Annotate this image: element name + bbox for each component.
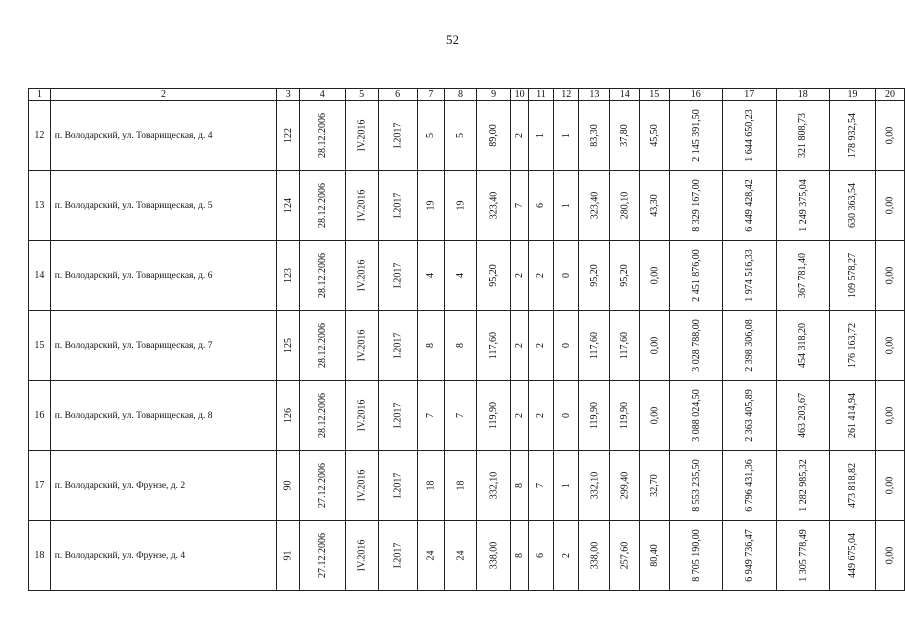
cell-row-number: 16 bbox=[29, 381, 51, 451]
cell-address: п. Володарский, ул. Товарищеская, д. 6 bbox=[50, 241, 277, 311]
cell-period-end bbox=[378, 451, 417, 521]
column-header: 19 bbox=[830, 89, 876, 101]
cell-row-number: 14 bbox=[29, 241, 51, 311]
table-row bbox=[29, 381, 905, 451]
cell-col-18 bbox=[776, 311, 830, 381]
cell-text: 3 028 788,00 bbox=[690, 319, 702, 372]
cell-col-19 bbox=[830, 451, 876, 521]
cell-text: 178 932,54 bbox=[847, 113, 859, 158]
cell-text: 95,20 bbox=[619, 264, 631, 287]
cell-col-17 bbox=[723, 241, 777, 311]
cell-text: 338,00 bbox=[588, 541, 600, 570]
column-header: 18 bbox=[776, 89, 830, 101]
cell-col-10 bbox=[511, 311, 528, 381]
cell-col-8 bbox=[445, 311, 477, 381]
cell-col-10 bbox=[511, 101, 528, 171]
cell-text: 117,60 bbox=[488, 331, 500, 360]
cell-col-13 bbox=[579, 241, 610, 311]
cell-area-total bbox=[476, 381, 511, 451]
column-header: 14 bbox=[610, 89, 640, 101]
cell-text: 257,60 bbox=[619, 541, 631, 570]
table-row bbox=[29, 521, 905, 591]
cell-col-11 bbox=[528, 171, 553, 241]
cell-col-8 bbox=[445, 171, 477, 241]
cell-col-7 bbox=[417, 381, 444, 451]
cell-text: 27.12.2006 bbox=[316, 533, 328, 578]
cell-text: 95,20 bbox=[488, 264, 500, 287]
cell-col-15 bbox=[639, 311, 669, 381]
cell-text: 338,00 bbox=[488, 541, 500, 570]
cell-col-13 bbox=[579, 311, 610, 381]
cell-text: 45,50 bbox=[648, 124, 660, 147]
cell-col-10 bbox=[511, 451, 528, 521]
cell-col-14 bbox=[610, 101, 640, 171]
cell-text: I.2017 bbox=[392, 402, 404, 429]
cell-text: 28.12.2006 bbox=[316, 393, 328, 438]
cell-col-15 bbox=[639, 451, 669, 521]
cell-col-18 bbox=[776, 521, 830, 591]
cell-col-17 bbox=[723, 381, 777, 451]
column-header: 4 bbox=[299, 89, 345, 101]
cell-col-13 bbox=[579, 171, 610, 241]
column-header: 7 bbox=[417, 89, 444, 101]
cell-text: 0,00 bbox=[884, 266, 896, 285]
cell-col-7 bbox=[417, 311, 444, 381]
cell-col-12 bbox=[554, 101, 579, 171]
cell-area-total bbox=[476, 311, 511, 381]
cell-text: 323,40 bbox=[588, 191, 600, 220]
cell-address: п. Володарский, ул. Товарищеская, д. 8 bbox=[50, 381, 277, 451]
cell-text: I.2017 bbox=[392, 542, 404, 569]
cell-text: 5 bbox=[425, 133, 437, 138]
cell-text: 8 705 190,00 bbox=[690, 529, 702, 582]
cell-text: 28.12.2006 bbox=[316, 113, 328, 158]
cell-col-7 bbox=[417, 521, 444, 591]
cell-text: 117,60 bbox=[588, 331, 600, 360]
table-row bbox=[29, 101, 905, 171]
cell-text: 7 bbox=[514, 203, 526, 208]
column-header: 2 bbox=[50, 89, 277, 101]
cell-col-7 bbox=[417, 451, 444, 521]
table-row bbox=[29, 241, 905, 311]
cell-text: 2 145 391,50 bbox=[690, 109, 702, 162]
cell-text: 332,10 bbox=[488, 471, 500, 500]
cell-col-14 bbox=[610, 311, 640, 381]
cell-text: 473 818,82 bbox=[847, 463, 859, 508]
cell-text: 1 bbox=[560, 133, 572, 138]
cell-text: 6 796 431,36 bbox=[743, 459, 755, 512]
cell-col-19 bbox=[830, 171, 876, 241]
cell-col-15 bbox=[639, 171, 669, 241]
cell-col-8 bbox=[445, 381, 477, 451]
cell-text: 126 bbox=[282, 408, 294, 423]
cell-text: 83,30 bbox=[588, 124, 600, 147]
cell-text: I.2017 bbox=[392, 472, 404, 499]
cell-text: 2 bbox=[514, 413, 526, 418]
cell-text: 2 bbox=[535, 273, 547, 278]
cell-period-start bbox=[345, 381, 378, 451]
cell-col-11 bbox=[528, 311, 553, 381]
cell-text: 0 bbox=[560, 413, 572, 418]
cell-row-number: 17 bbox=[29, 451, 51, 521]
cell-text: 2 bbox=[514, 133, 526, 138]
cell-text: 8 bbox=[425, 343, 437, 348]
table-row bbox=[29, 451, 905, 521]
cell-text: IV.2016 bbox=[356, 259, 368, 292]
cell-text: 280,10 bbox=[619, 191, 631, 220]
cell-text: IV.2016 bbox=[356, 469, 368, 502]
cell-col-11 bbox=[528, 451, 553, 521]
cell-cost-total bbox=[669, 171, 723, 241]
cell-col-14 bbox=[610, 241, 640, 311]
cell-text: 37,80 bbox=[619, 124, 631, 147]
cell-text: 0,00 bbox=[884, 336, 896, 355]
cell-date bbox=[299, 171, 345, 241]
cell-period-start bbox=[345, 101, 378, 171]
cell-text: 125 bbox=[282, 338, 294, 353]
cell-text: 123 bbox=[282, 268, 294, 283]
cell-col-8 bbox=[445, 451, 477, 521]
cell-text: IV.2016 bbox=[356, 189, 368, 222]
cell-text: 0,00 bbox=[648, 266, 660, 285]
column-header: 5 bbox=[345, 89, 378, 101]
column-header: 6 bbox=[378, 89, 417, 101]
cell-text: 1 bbox=[560, 203, 572, 208]
cell-period-end bbox=[378, 381, 417, 451]
cell-text: 1 644 650,23 bbox=[743, 109, 755, 162]
cell-text: 122 bbox=[282, 128, 294, 143]
cell-col-20 bbox=[876, 381, 905, 451]
cell-col-20 bbox=[876, 171, 905, 241]
cell-col-20 bbox=[876, 241, 905, 311]
cell-address: п. Володарский, ул. Товарищеская, д. 4 bbox=[50, 101, 277, 171]
cell-row-number: 13 bbox=[29, 171, 51, 241]
cell-house-id bbox=[277, 311, 299, 381]
cell-address: п. Володарский, ул. Фрунзе, д. 2 bbox=[50, 451, 277, 521]
cell-text: 7 bbox=[455, 413, 466, 418]
cell-text: 0,00 bbox=[884, 476, 896, 495]
cell-text: 19 bbox=[425, 200, 437, 211]
cell-col-14 bbox=[610, 451, 640, 521]
cell-period-start bbox=[345, 171, 378, 241]
cell-text: 119,90 bbox=[488, 401, 500, 430]
cell-text: 1 282 985,32 bbox=[797, 459, 809, 512]
cell-col-8 bbox=[445, 241, 477, 311]
cell-col-17 bbox=[723, 171, 777, 241]
cell-date bbox=[299, 521, 345, 591]
cell-col-20 bbox=[876, 311, 905, 381]
cell-text: 0 bbox=[560, 273, 572, 278]
cell-text: 119,90 bbox=[588, 401, 600, 430]
cell-col-7 bbox=[417, 101, 444, 171]
column-header: 15 bbox=[639, 89, 669, 101]
cell-text: 95,20 bbox=[588, 264, 600, 287]
cell-text: 5 bbox=[455, 133, 466, 138]
cell-text: 89,00 bbox=[488, 124, 500, 147]
cell-text: 3 088 024,50 bbox=[690, 389, 702, 442]
cell-col-13 bbox=[579, 521, 610, 591]
column-header: 10 bbox=[511, 89, 528, 101]
cell-text: 463 203,67 bbox=[797, 393, 809, 438]
column-header: 12 bbox=[554, 89, 579, 101]
cell-text: 0,00 bbox=[884, 196, 896, 215]
cell-text: 8 bbox=[514, 553, 526, 558]
column-header: 9 bbox=[476, 89, 511, 101]
cell-text: 2 bbox=[535, 343, 547, 348]
cell-text: 449 675,04 bbox=[847, 533, 859, 578]
cell-text: 321 808,73 bbox=[797, 113, 809, 158]
cell-text: I.2017 bbox=[392, 262, 404, 289]
cell-col-17 bbox=[723, 311, 777, 381]
cell-text: 27.12.2006 bbox=[316, 463, 328, 508]
cell-text: 1 bbox=[535, 133, 547, 138]
cell-col-8 bbox=[445, 101, 477, 171]
cell-text: 1 305 778,49 bbox=[797, 529, 809, 582]
cell-text: 2 bbox=[535, 413, 547, 418]
cell-text: 28.12.2006 bbox=[316, 183, 328, 228]
cell-area-total bbox=[476, 521, 511, 591]
cell-date bbox=[299, 241, 345, 311]
cell-text: 90 bbox=[282, 480, 294, 491]
cell-text: 8 bbox=[514, 483, 526, 488]
cell-text: 323,40 bbox=[488, 191, 500, 220]
cell-col-7 bbox=[417, 171, 444, 241]
cell-col-19 bbox=[830, 241, 876, 311]
cell-text: 18 bbox=[455, 480, 466, 491]
cell-col-12 bbox=[554, 521, 579, 591]
cell-period-start bbox=[345, 311, 378, 381]
cell-col-19 bbox=[830, 311, 876, 381]
cell-text: 4 bbox=[455, 273, 466, 278]
cell-text: 7 bbox=[425, 413, 437, 418]
cell-col-18 bbox=[776, 241, 830, 311]
cell-text: 2 bbox=[560, 553, 572, 558]
cell-text: 24 bbox=[425, 550, 437, 561]
column-header: 8 bbox=[445, 89, 477, 101]
cell-text: 28.12.2006 bbox=[316, 323, 328, 368]
cell-col-17 bbox=[723, 521, 777, 591]
cell-text: 332,10 bbox=[588, 471, 600, 500]
cell-text: 6 449 428,42 bbox=[743, 179, 755, 232]
cell-text: 0,00 bbox=[884, 126, 896, 145]
cell-text: 176 163,72 bbox=[847, 323, 859, 368]
cell-period-start bbox=[345, 241, 378, 311]
cell-text: 2 398 306,08 bbox=[743, 319, 755, 372]
cell-text: 119,90 bbox=[619, 401, 631, 430]
column-header: 13 bbox=[579, 89, 610, 101]
cell-date bbox=[299, 381, 345, 451]
cell-text: 1 249 375,04 bbox=[797, 179, 809, 232]
cell-text: 299,40 bbox=[619, 471, 631, 500]
cell-house-id bbox=[277, 521, 299, 591]
cell-col-18 bbox=[776, 381, 830, 451]
cell-cost-total bbox=[669, 521, 723, 591]
cell-col-11 bbox=[528, 381, 553, 451]
cell-text: 32,70 bbox=[648, 474, 660, 497]
cell-text: IV.2016 bbox=[356, 119, 368, 152]
cell-text: 19 bbox=[455, 200, 466, 211]
cell-text: 117,60 bbox=[619, 331, 631, 360]
cell-col-10 bbox=[511, 171, 528, 241]
cell-text: 0,00 bbox=[648, 406, 660, 425]
cell-col-13 bbox=[579, 451, 610, 521]
cell-area-total bbox=[476, 241, 511, 311]
cell-text: 124 bbox=[282, 198, 294, 213]
cell-period-end bbox=[378, 311, 417, 381]
cell-text: 28.12.2006 bbox=[316, 253, 328, 298]
cell-row-number: 15 bbox=[29, 311, 51, 381]
cell-cost-total bbox=[669, 381, 723, 451]
cell-house-id bbox=[277, 101, 299, 171]
column-header: 20 bbox=[876, 89, 905, 101]
cell-cost-total bbox=[669, 241, 723, 311]
cell-col-15 bbox=[639, 241, 669, 311]
cell-text: IV.2016 bbox=[356, 539, 368, 572]
cell-period-end bbox=[378, 241, 417, 311]
cell-col-13 bbox=[579, 381, 610, 451]
cell-house-id bbox=[277, 241, 299, 311]
cell-col-12 bbox=[554, 171, 579, 241]
cell-row-number: 18 bbox=[29, 521, 51, 591]
cell-text: 80,40 bbox=[648, 544, 660, 567]
cell-col-18 bbox=[776, 101, 830, 171]
cell-text: 7 bbox=[535, 483, 547, 488]
cell-col-19 bbox=[830, 381, 876, 451]
cell-col-19 bbox=[830, 101, 876, 171]
cell-text: I.2017 bbox=[392, 122, 404, 149]
cell-text: 2 bbox=[514, 273, 526, 278]
cell-col-13 bbox=[579, 101, 610, 171]
cell-col-11 bbox=[528, 101, 553, 171]
cell-col-20 bbox=[876, 101, 905, 171]
cell-area-total bbox=[476, 451, 511, 521]
cell-house-id bbox=[277, 171, 299, 241]
cell-text: IV.2016 bbox=[356, 399, 368, 432]
cell-col-15 bbox=[639, 381, 669, 451]
cell-col-11 bbox=[528, 521, 553, 591]
cell-col-17 bbox=[723, 101, 777, 171]
column-header: 1 bbox=[29, 89, 51, 101]
cell-date bbox=[299, 451, 345, 521]
column-header: 16 bbox=[669, 89, 723, 101]
cell-text: 2 bbox=[514, 343, 526, 348]
cell-text: 6 bbox=[535, 553, 547, 558]
cell-period-start bbox=[345, 521, 378, 591]
cell-period-end bbox=[378, 521, 417, 591]
cell-period-end bbox=[378, 101, 417, 171]
cell-area-total bbox=[476, 171, 511, 241]
cell-text: I.2017 bbox=[392, 332, 404, 359]
register-table bbox=[28, 88, 905, 591]
cell-date bbox=[299, 101, 345, 171]
cell-text: 630 363,54 bbox=[847, 183, 859, 228]
header-row bbox=[29, 89, 905, 101]
cell-col-12 bbox=[554, 451, 579, 521]
cell-text: 4 bbox=[425, 273, 437, 278]
cell-text: 0,00 bbox=[648, 336, 660, 355]
cell-text: 0,00 bbox=[884, 406, 896, 425]
cell-text: 6 949 736,47 bbox=[743, 529, 755, 582]
cell-col-7 bbox=[417, 241, 444, 311]
cell-col-20 bbox=[876, 451, 905, 521]
cell-text: 91 bbox=[282, 550, 294, 561]
cell-text: 2 363 405,89 bbox=[743, 389, 755, 442]
cell-col-15 bbox=[639, 521, 669, 591]
page-number: 52 bbox=[446, 32, 459, 47]
cell-text: 8 bbox=[455, 343, 466, 348]
table-row bbox=[29, 171, 905, 241]
cell-col-10 bbox=[511, 521, 528, 591]
cell-text: 109 578,27 bbox=[847, 253, 859, 298]
cell-col-18 bbox=[776, 451, 830, 521]
cell-col-15 bbox=[639, 101, 669, 171]
cell-text: 18 bbox=[425, 480, 437, 491]
cell-text: 1 974 516,33 bbox=[743, 249, 755, 302]
cell-text: 1 bbox=[560, 483, 572, 488]
cell-col-17 bbox=[723, 451, 777, 521]
cell-col-20 bbox=[876, 521, 905, 591]
cell-period-start bbox=[345, 451, 378, 521]
cell-text: 6 bbox=[535, 203, 547, 208]
cell-row-number: 12 bbox=[29, 101, 51, 171]
cell-col-18 bbox=[776, 171, 830, 241]
cell-col-14 bbox=[610, 381, 640, 451]
cell-address: п. Володарский, ул. Товарищеская, д. 5 bbox=[50, 171, 277, 241]
cell-date bbox=[299, 311, 345, 381]
cell-col-12 bbox=[554, 241, 579, 311]
cell-area-total bbox=[476, 101, 511, 171]
cell-text: 8 553 235,50 bbox=[690, 459, 702, 512]
cell-col-14 bbox=[610, 521, 640, 591]
table-row bbox=[29, 311, 905, 381]
column-header: 17 bbox=[723, 89, 777, 101]
cell-text: IV.2016 bbox=[356, 329, 368, 362]
cell-text: 0 bbox=[560, 343, 572, 348]
cell-col-12 bbox=[554, 381, 579, 451]
cell-text: 2 451 876,00 bbox=[690, 249, 702, 302]
cell-house-id bbox=[277, 451, 299, 521]
cell-address: п. Володарский, ул. Фрунзе, д. 4 bbox=[50, 521, 277, 591]
cell-text: 24 bbox=[455, 550, 466, 561]
cell-address: п. Володарский, ул. Товарищеская, д. 7 bbox=[50, 311, 277, 381]
cell-text: 43,30 bbox=[648, 194, 660, 217]
cell-cost-total bbox=[669, 101, 723, 171]
cell-text: 454 318,20 bbox=[797, 323, 809, 368]
cell-text: 8 329 167,00 bbox=[690, 179, 702, 232]
column-header: 3 bbox=[277, 89, 299, 101]
cell-col-11 bbox=[528, 241, 553, 311]
cell-cost-total bbox=[669, 451, 723, 521]
cell-col-10 bbox=[511, 381, 528, 451]
cell-text: 261 414,94 bbox=[847, 393, 859, 438]
column-header: 11 bbox=[528, 89, 553, 101]
cell-col-12 bbox=[554, 311, 579, 381]
cell-house-id bbox=[277, 381, 299, 451]
cell-col-19 bbox=[830, 521, 876, 591]
cell-col-10 bbox=[511, 241, 528, 311]
cell-period-end bbox=[378, 171, 417, 241]
cell-text: 367 781,40 bbox=[797, 253, 809, 298]
cell-text: 0,00 bbox=[884, 546, 896, 565]
cell-col-8 bbox=[445, 521, 477, 591]
cell-text: I.2017 bbox=[392, 192, 404, 219]
cell-col-14 bbox=[610, 171, 640, 241]
cell-cost-total bbox=[669, 311, 723, 381]
